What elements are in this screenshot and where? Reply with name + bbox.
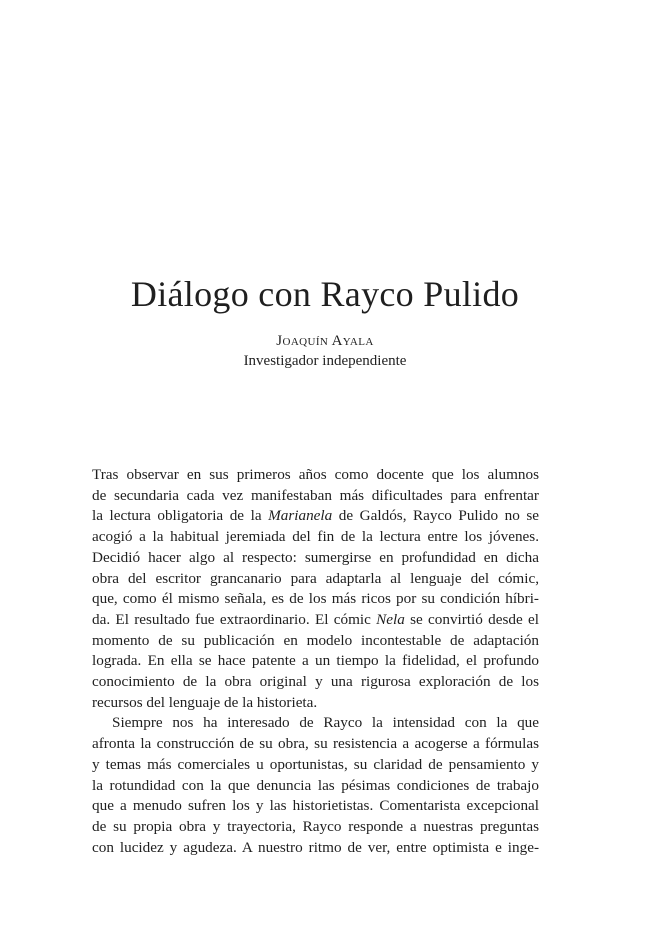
text-line: conocimiento de la obra original y una rigurosa exploración de los [92, 673, 539, 691]
text-segment: de Galdós, Rayco Pulido no se [332, 507, 539, 525]
text-line: que a menudo sufren los y las historietistas. Comentarista excepcional [92, 797, 539, 815]
text-segment: da. El resultado fue extraordinario. El cómic [92, 610, 377, 628]
italic-title: Marianela [268, 507, 333, 525]
article-body [92, 465, 539, 858]
text-line: momento de su publicación en modelo incontestable de adaptación [92, 631, 539, 649]
text-line: lograda. En ella se hace patente a un tiempo la fidelidad, el profundo [92, 652, 539, 670]
author-affiliation: Investigador independiente [243, 353, 407, 369]
author-name: Joaquín Ayala [276, 333, 374, 349]
text-line: que, como él mismo señala, es de los más ricos por su condición híbri- [92, 590, 539, 608]
article-title: Diálogo con Rayco Pulido [130, 274, 520, 314]
italic-title: Nela [376, 610, 405, 628]
text-line: y temas más comerciales u oportunistas, su claridad de pensamiento y [92, 755, 539, 773]
text-line: obra del escritor grancanario para adaptarla al lenguaje del cómic, [92, 569, 539, 587]
text-line: de secundaria cada vez manifestaban más dificultades para enfrentar [92, 486, 539, 504]
text-line [92, 610, 539, 631]
body-paragraph-2 [92, 713, 539, 858]
text-line: de su propia obra y trayectoria, Rayco responde a nuestras preguntas [92, 817, 539, 835]
body-paragraph-1 [92, 465, 539, 713]
text-line: con lucidez y agudeza. A nuestro ritmo de ver, entre optimista e inge- [92, 838, 539, 856]
text-line: acogió a la habitual jeremiada del fin de la lectura entre los jóvenes. [92, 528, 539, 546]
text-line: Decidió hacer algo al respecto: sumergirse en profundidad en dicha [92, 548, 539, 566]
text-line: la rotundidad con la que denuncia las pésimas condiciones de trabajo [92, 776, 539, 794]
text-line: Siempre nos ha interesado de Rayco la intensidad con la que [112, 714, 539, 732]
text-line: afronta la construcción de su obra, su resistencia a acogerse a fórmulas [92, 735, 539, 753]
text-line: recursos del lenguaje de la historieta. [92, 693, 318, 711]
text-segment: se convirtió desde el [404, 610, 539, 628]
text-line: Tras observar en sus primeros años como docente que los alumnos [92, 466, 539, 483]
text-segment: la lectura obligatoria de la [92, 507, 269, 525]
text-line [92, 506, 539, 527]
